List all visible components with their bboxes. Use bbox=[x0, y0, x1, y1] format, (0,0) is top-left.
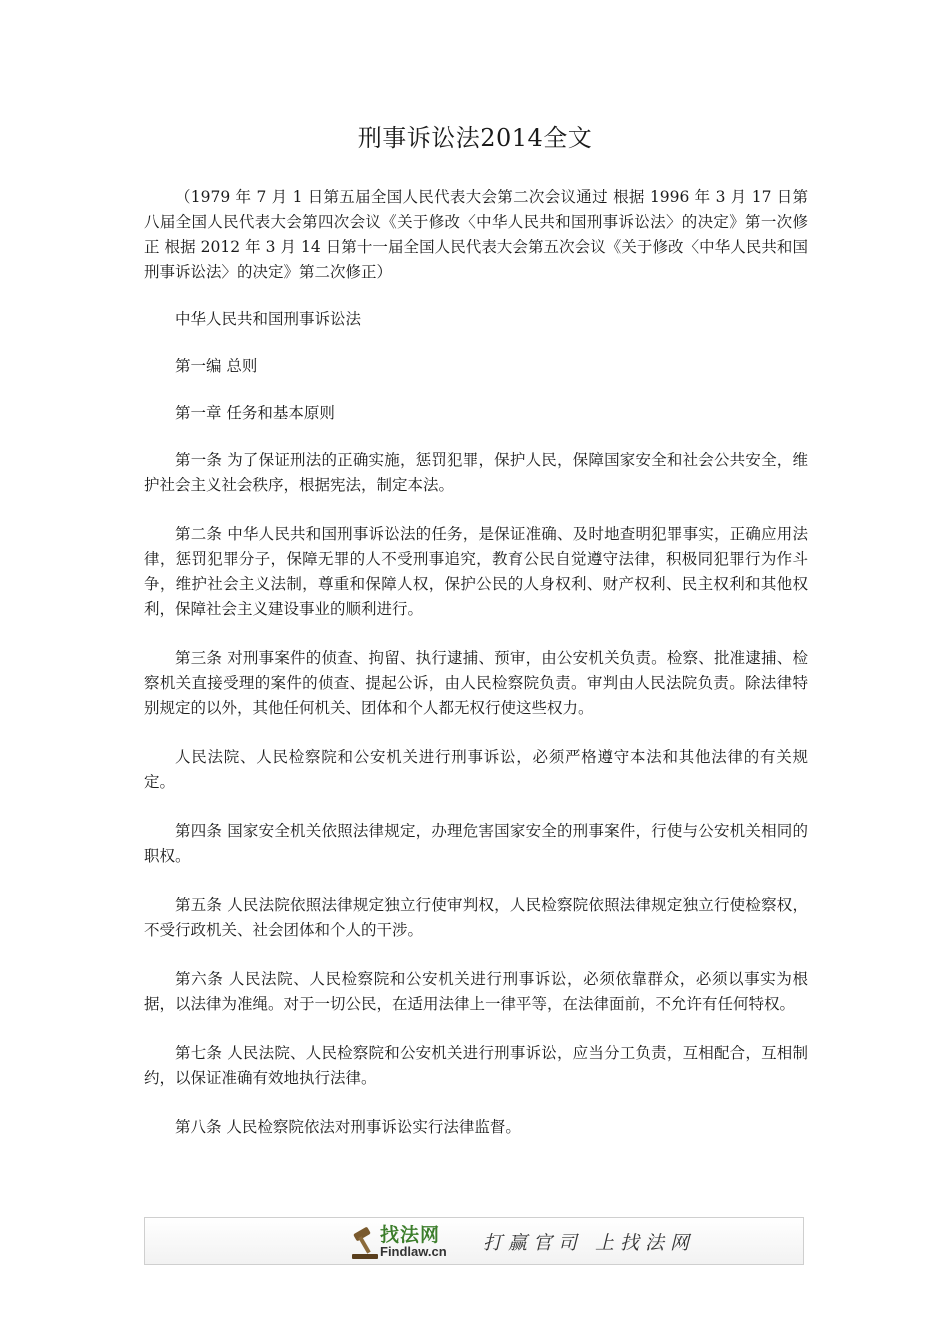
document-title: 刑事诉讼法2014全文 bbox=[357, 124, 593, 152]
article-4: 第四条 国家安全机关依照法律规定，办理危害国家安全的刑事案件，行使与公安机关相同的职权。 bbox=[144, 822, 808, 865]
part-heading: 第一编 总则 bbox=[175, 357, 258, 375]
gavel-icon bbox=[350, 1224, 382, 1260]
footer-slogan: 打赢官司 上找法网 bbox=[483, 1232, 696, 1254]
article-2: 第二条 中华人民共和国刑事诉讼法的任务，是保证准确、及时地查明犯罪事实，正确应用法律，惩罚犯罪分子，保障无罪的人不受刑事追究，教育公民自觉遵守法律，积极同犯罪行为作斗争，维护社会主义法制，尊重和保障人权，保护公民的人身权利、财产权利、民主权利和其他权利，保障社会主义建设事业的顺利进行。 bbox=[144, 525, 808, 618]
article-5: 第五条 人民法院依照法律规定独立行使审判权，人民检察院依照法律规定独立行使检察权，不受行政机关、社会团体和个人的干涉。 bbox=[144, 896, 808, 939]
document-body bbox=[144, 185, 808, 1140]
chapter-heading: 第一章 任务和基本原则 bbox=[175, 404, 335, 422]
article-1: 第一条 为了保证刑法的正确实施，惩罚犯罪，保护人民，保障国家安全和社会公共安全，维护社会主义社会秩序，根据宪法，制定本法。 bbox=[144, 451, 808, 494]
findlaw-footer-banner[interactable] bbox=[144, 1217, 804, 1265]
brand-name-en: Findlaw.cn bbox=[380, 1244, 447, 1259]
article-3-paragraph-2: 人民法院、人民检察院和公安机关进行刑事诉讼，必须严格遵守本法和其他法律的有关规定。 bbox=[144, 748, 808, 791]
law-name: 中华人民共和国刑事诉讼法 bbox=[175, 310, 362, 328]
findlaw-logo[interactable] bbox=[350, 1220, 470, 1262]
article-6: 第六条 人民法院、人民检察院和公安机关进行刑事诉讼，必须依靠群众，必须以事实为根据，以法律为准绳。对于一切公民，在适用法律上一律平等，在法律面前，不允许有任何特权。 bbox=[144, 970, 808, 1013]
preamble: （1979 年 7 月 1 日第五届全国人民代表大会第二次会议通过 根据 1996 年 3 月 17 日第八届全国人民代表大会第四次会议《关于修改〈中华人民共和国刑事诉讼法〉的决定》第一次修正 根据 2012 年 3 月 14 日第十一届全国人民代表大会第五次会议《关于修改〈中华人民共和国刑事诉讼法〉的决定》第二次修正） bbox=[144, 188, 808, 281]
brand-name-cn: 找法网 bbox=[380, 1224, 441, 1246]
article-8: 第八条 人民检察院依法对刑事诉讼实行法律监督。 bbox=[175, 1118, 521, 1136]
article-3: 第三条 对刑事案件的侦查、拘留、执行逮捕、预审，由公安机关负责。检察、批准逮捕、检察机关直接受理的案件的侦查、提起公诉，由人民检察院负责。审判由人民法院负责。除法律特别规定的以外，其他任何机关、团体和个人都无权行使这些权力。 bbox=[144, 649, 808, 717]
article-7: 第七条 人民法院、人民检察院和公安机关进行刑事诉讼，应当分工负责，互相配合，互相制约，以保证准确有效地执行法律。 bbox=[144, 1044, 808, 1087]
